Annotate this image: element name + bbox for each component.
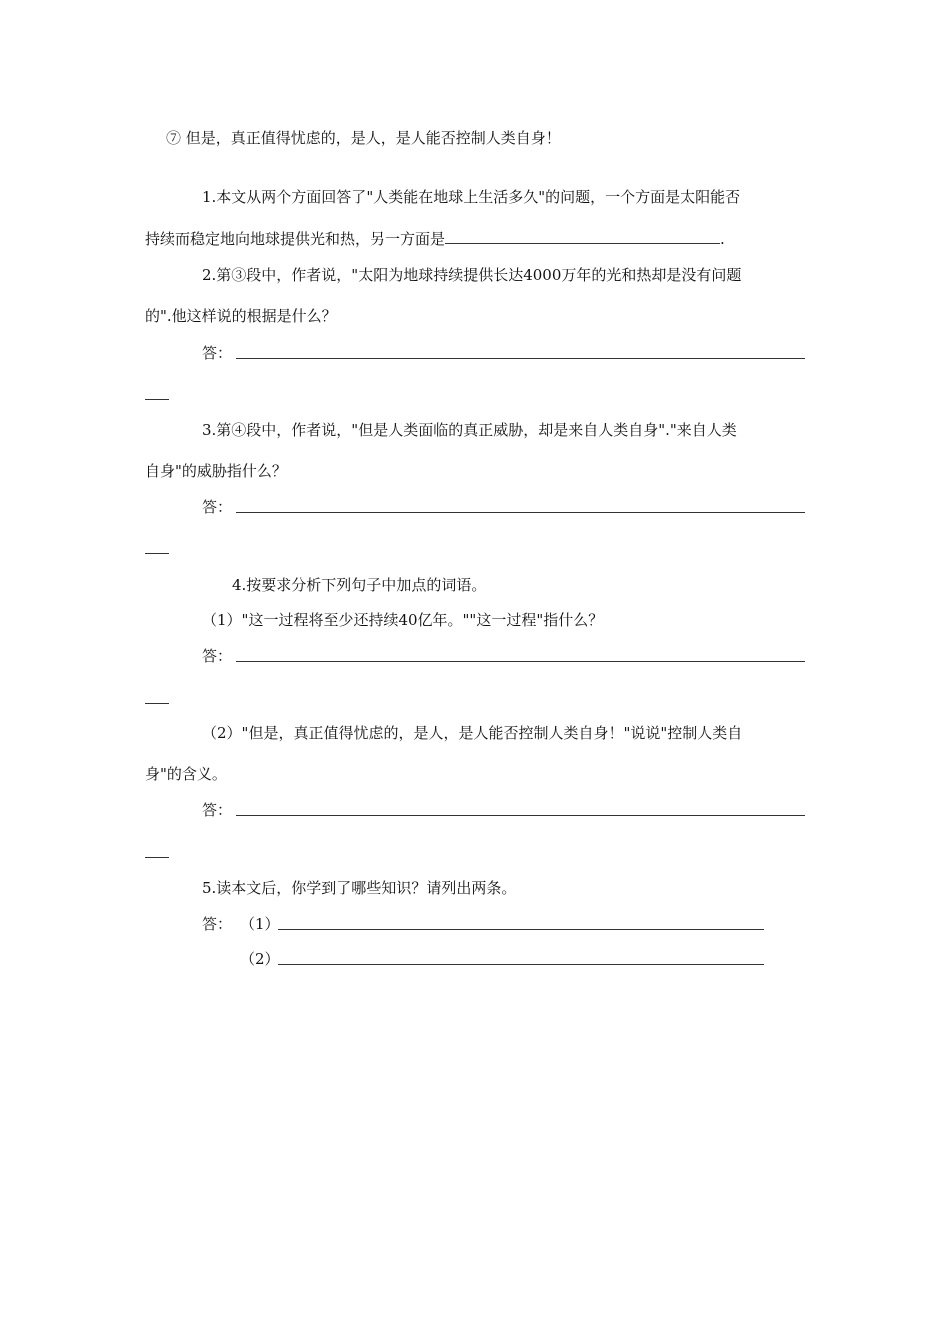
q3-answer-line[interactable] xyxy=(236,512,805,513)
q5-answer-label: 答： xyxy=(202,915,233,933)
q5-item2-answer-line[interactable] xyxy=(278,964,764,965)
q2-line2: 的".他这样说的根据是什么？ xyxy=(145,307,337,325)
q3-line2: 自身"的威胁指什么？ xyxy=(145,462,287,480)
q1-line2 xyxy=(145,229,725,249)
q3-answer-label: 答： xyxy=(202,498,233,516)
q4-sub1-answer-line[interactable] xyxy=(236,661,805,662)
q1-line2-suffix: . xyxy=(720,230,725,248)
q5-item1-label: （1） xyxy=(240,915,280,933)
q3-line1: 3.第④段中，作者说，"但是人类面临的真正威胁，却是来自人类自身"."来自人类 xyxy=(202,421,737,439)
q1-answer-blank[interactable] xyxy=(445,229,720,244)
q4-sub1-answer-label: 答： xyxy=(202,647,233,665)
q4-sub2-answer-line[interactable] xyxy=(236,815,805,816)
q4-title: 4.按要求分析下列句子中加点的词语。 xyxy=(232,576,487,594)
q4-sub2-line2: 身"的含义。 xyxy=(145,765,227,783)
q2-line1: 2.第③段中，作者说，"太阳为地球持续提供长达4000万年的光和热却是没有问题 xyxy=(202,266,742,284)
q4-sub1-answer-line-continued[interactable] xyxy=(145,703,169,704)
q2-answer-line[interactable] xyxy=(236,358,805,359)
q5-item2-label: （2） xyxy=(240,950,280,968)
q4-sub2-line1: （2）"但是，真正值得忧虑的，是人，是人能否控制人类自身！"说说"控制人类自 xyxy=(202,724,743,742)
paragraph-7: ⑦ 但是，真正值得忧虑的，是人，是人能否控制人类自身！ xyxy=(166,129,561,147)
q5-title: 5.读本文后，你学到了哪些知识？请列出两条。 xyxy=(202,879,517,897)
q4-sub2-answer-line-continued[interactable] xyxy=(145,857,169,858)
q3-answer-line-continued[interactable] xyxy=(145,553,169,554)
q4-sub2-answer-label: 答： xyxy=(202,801,233,819)
q1-line1: 1.本文从两个方面回答了"人类能在地球上生活多久"的问题，一个方面是太阳能否 xyxy=(202,188,741,206)
q5-item1-answer-line[interactable] xyxy=(278,929,764,930)
q4-sub1: （1）"这一过程将至少还持续40亿年。""这一过程"指什么？ xyxy=(202,611,604,629)
q2-answer-label: 答： xyxy=(202,344,233,362)
q2-answer-line-continued[interactable] xyxy=(145,399,169,400)
q1-line2-text: 持续而稳定地向地球提供光和热，另一方面是 xyxy=(145,230,446,248)
